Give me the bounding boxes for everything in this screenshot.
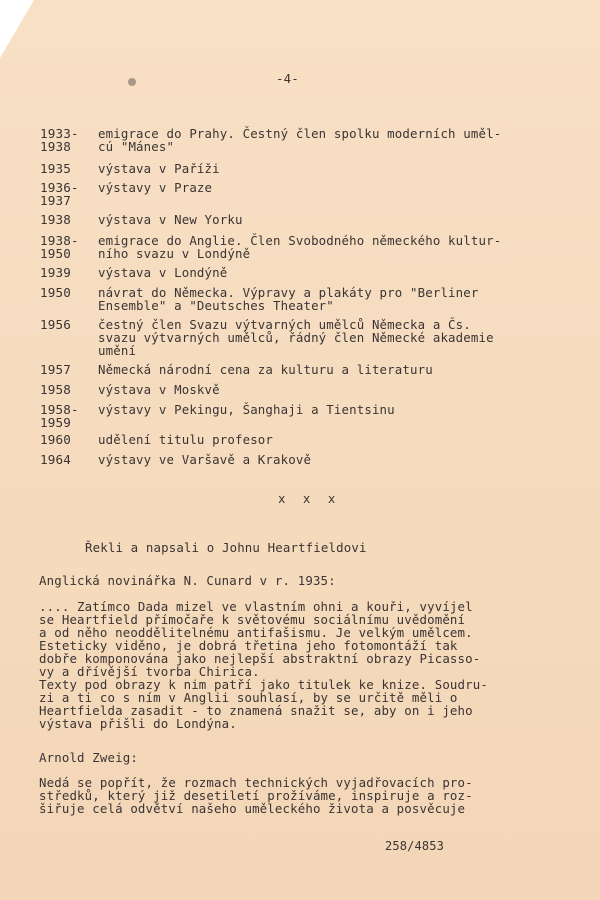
quote-text: Nedá se popřít, že rozmach technických vyjadřovacích pro- středků, který již desetiletí prožíváme, inspiruje a roz- šiřuje celá odvětví našeho uměleckého života a posvěcuje — [39, 775, 473, 816]
timeline-event: výstavy v Praze — [98, 180, 213, 195]
punch-hole-mark — [128, 78, 136, 86]
timeline-year: 1950 — [40, 285, 71, 300]
timeline-year: 1936- 1937 — [40, 180, 79, 208]
timeline-event: výstavy ve Varšavě a Krakově — [98, 452, 312, 467]
timeline-event: výstavy v Pekingu, Šanghaji a Tientsinu — [98, 402, 395, 417]
timeline-event: výstava v Londýně — [98, 265, 228, 280]
quote-text: .... Zatímco Dada mizel ve vlastním ohni a kouři, vyvíjel se Heartfield přímočaře k světovému sociálnímu uvědomění a od něho neoddělitelnému antifašismu. Je velkým umělcem. Esteticky viděno, je dobrá třetina jeho fotomontáží tak dobře komponována jako nejlepší abstraktní obrazy Picasso- vy a dřívější tvorba Chirica. Texty pod obrazy k nim patří jako titulek ke knize. Soudru- zi a ti co s ním v Anglii souhlasí, by se určitě měli o Heartfielda zasadit - to znamená snažit se, aby on i jeho výstava přišli do Londýna. — [39, 599, 488, 731]
timeline-event: výstava v New Yorku — [98, 212, 243, 227]
timeline-event: emigrace do Prahy. Čestný člen spolku moderních uměl- cú "Mánes" — [98, 126, 502, 154]
timeline-event: výstava v Moskvě — [98, 382, 220, 397]
timeline-event: návrat do Německa. Výpravy a plakáty pro "Berliner Ensemble" a "Deutsches Theater" — [98, 285, 479, 313]
timeline-event: výstava v Paříži — [98, 161, 220, 176]
section-heading: Řekli a napsali o Johnu Heartfieldovi — [85, 540, 367, 555]
timeline-year: 1938 — [40, 212, 71, 227]
timeline-year: 1957 — [40, 362, 71, 377]
timeline-year: 1938- 1950 — [40, 233, 79, 261]
timeline-year: 1958 — [40, 382, 71, 397]
timeline-year: 1960 — [40, 432, 71, 447]
section-separator: x x x — [278, 491, 341, 506]
folded-corner — [0, 0, 34, 58]
quote-author: Anglická novinářka N. Cunard v r. 1935: — [39, 573, 336, 588]
timeline-event: Německá národní cena za kulturu a literaturu — [98, 362, 433, 377]
archive-number: 258/4853 — [385, 839, 444, 853]
timeline-year: 1956 — [40, 317, 71, 332]
timeline-year: 1935 — [40, 161, 71, 176]
timeline-event: udělení titulu profesor — [98, 432, 274, 447]
timeline-year: 1933- 1938 — [40, 126, 79, 154]
timeline-year: 1939 — [40, 265, 71, 280]
timeline-event: emigrace do Anglie. Člen Svobodného německého kultur- ního svazu v Londýně — [98, 233, 502, 261]
quote-author: Arnold Zweig: — [39, 750, 138, 765]
timeline-year: 1958- 1959 — [40, 402, 79, 430]
timeline-event: čestný člen Svazu výtvarných umělců Německa a Čs. svazu výtvarných umělců, řádný člen Německé akademie umění — [98, 317, 494, 358]
page-number: -4- — [276, 71, 299, 86]
timeline-year: 1964 — [40, 452, 71, 467]
